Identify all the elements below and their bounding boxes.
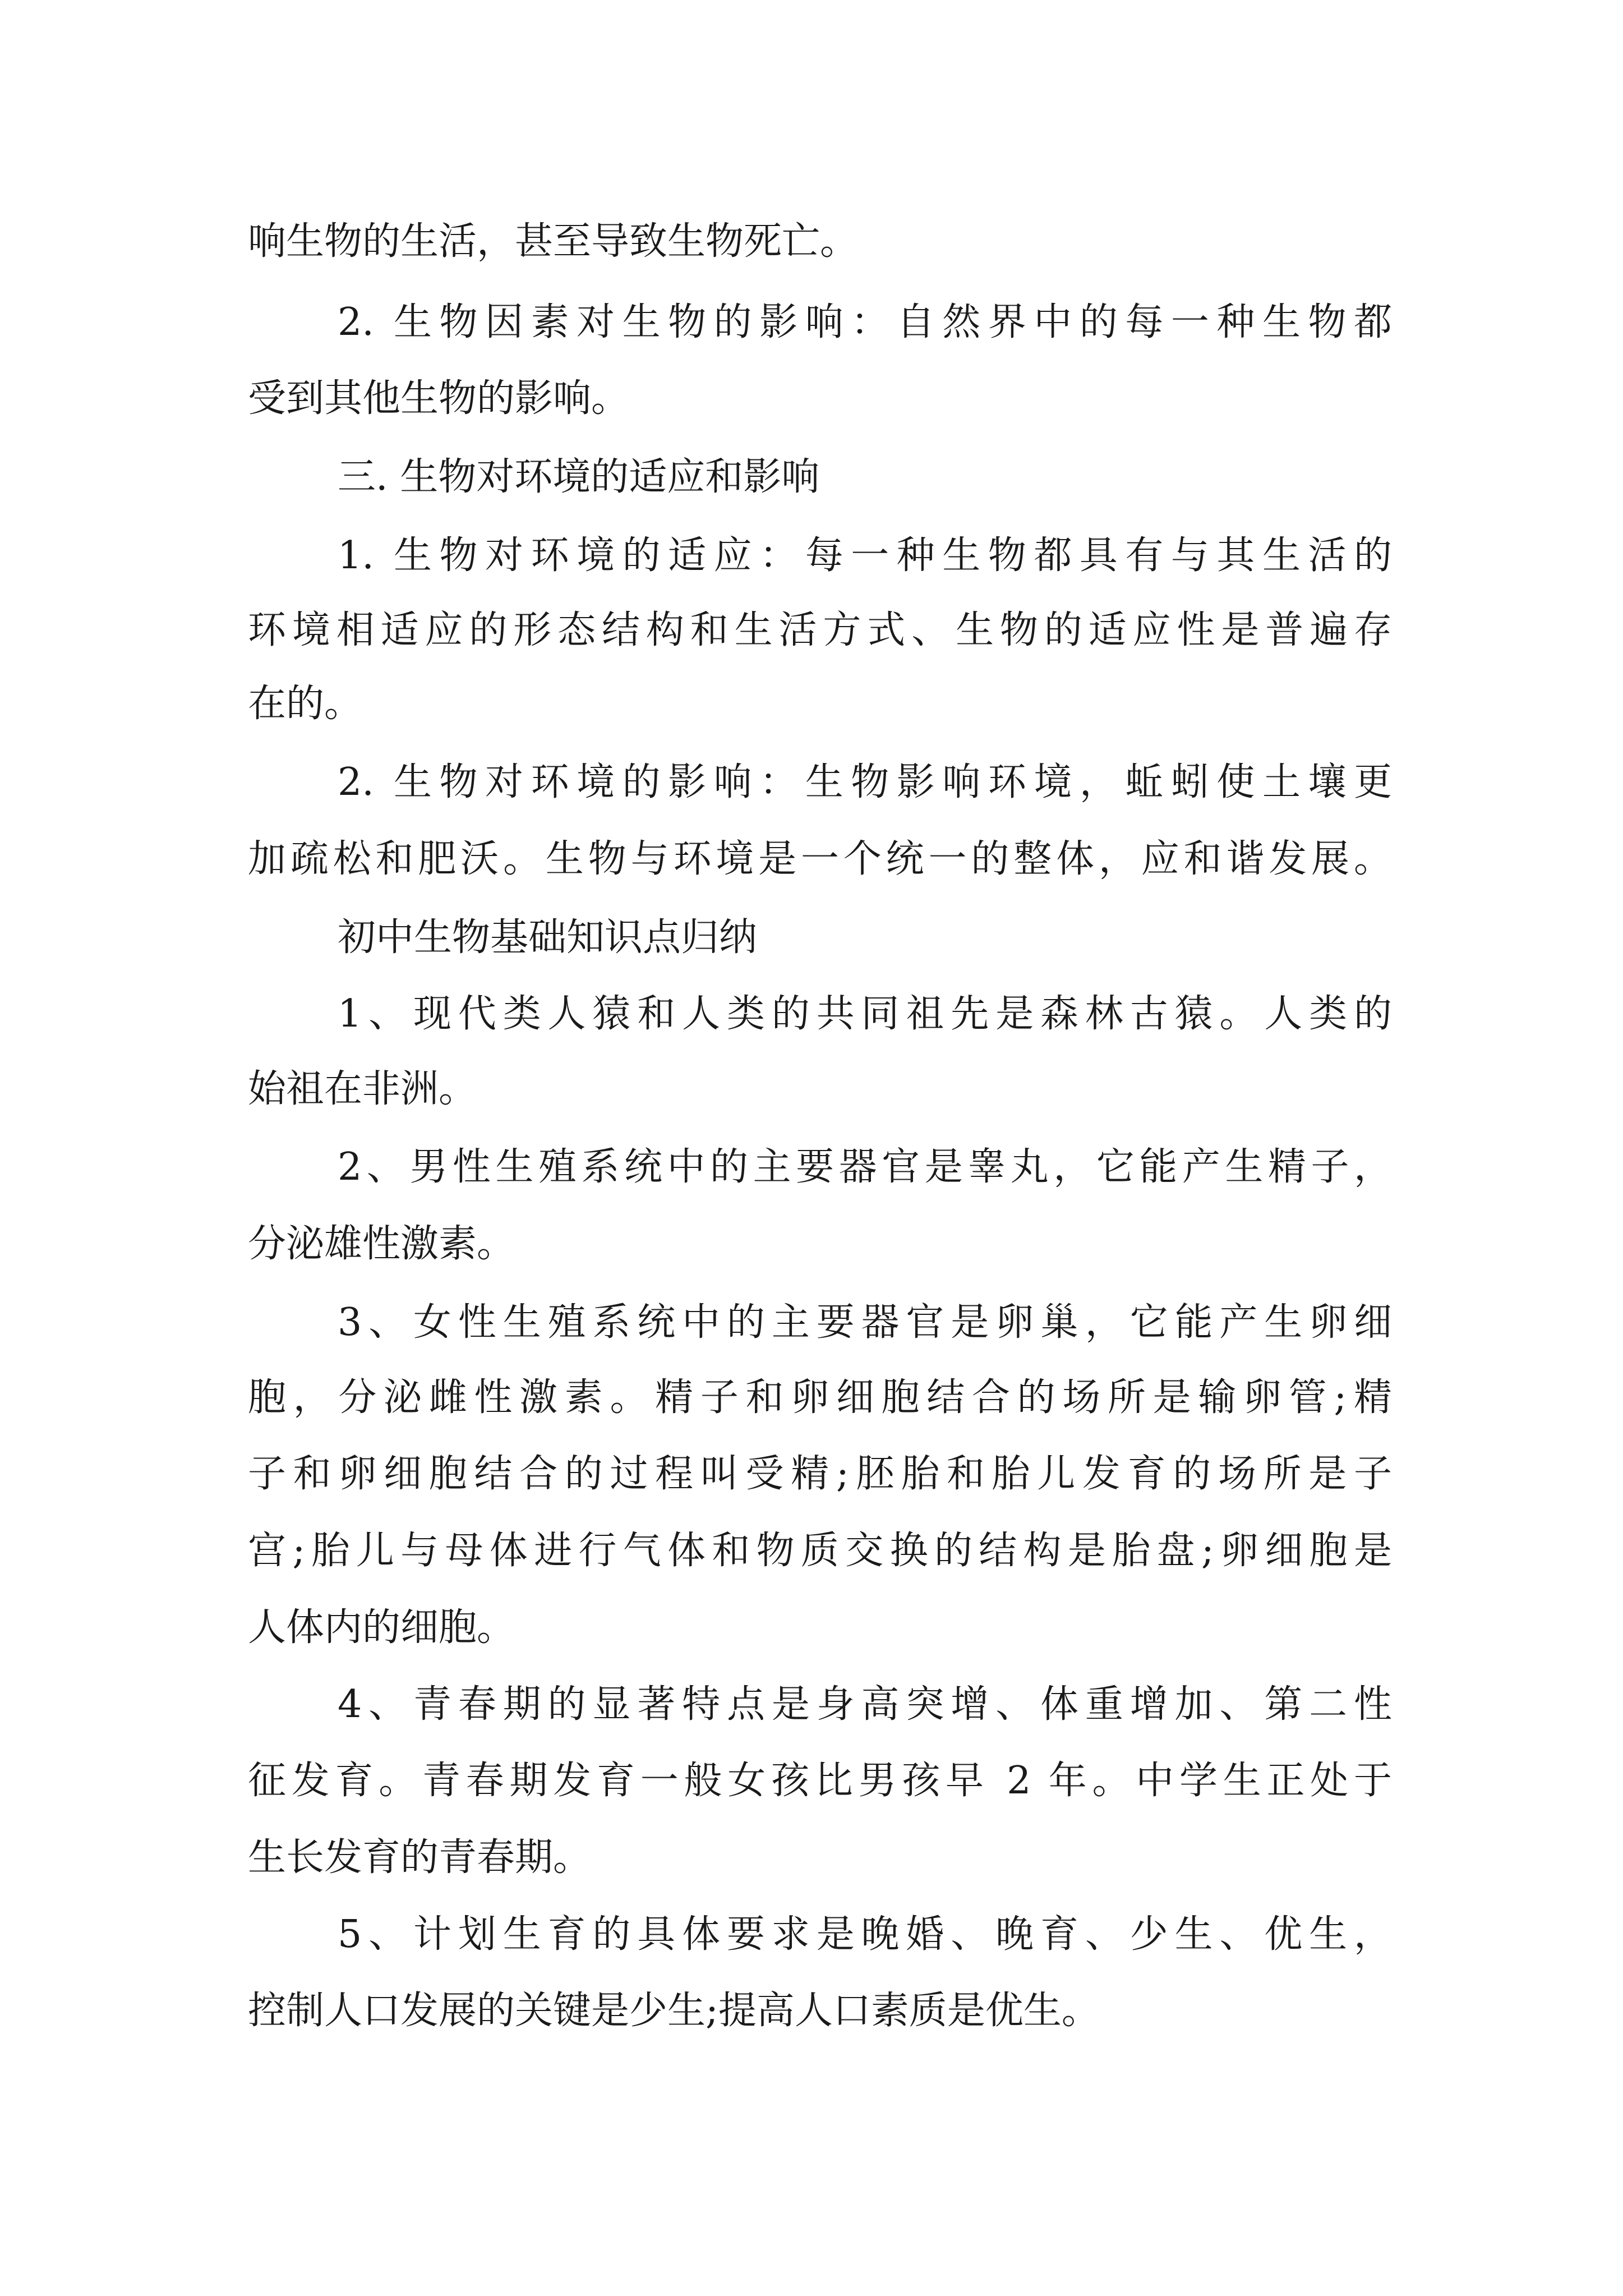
text-line: 控制人口发展的关键是少生;提高人口素质是优生。: [248, 1989, 1100, 2033]
text-line: 宫;胎儿与母体进行气体和物质交换的结构是胎盘;卵细胞是: [248, 1529, 1392, 1573]
text-line: 响生物的生活，甚至导致生物死亡。: [248, 219, 859, 264]
text-line: 征发育。青春期发育一般女孩比男孩早 2 年。中学生正处于: [248, 1759, 1392, 1803]
text-line: 分泌雄性激素。: [248, 1222, 515, 1266]
text-line: 2. 生物对环境的影响：生物影响环境，蚯蚓使土壤更: [338, 760, 1392, 804]
text-line: 环境相适应的形态结构和生活方式、生物的适应性是普遍存: [248, 608, 1392, 652]
text-line: 受到其他生物的影响。: [248, 376, 630, 421]
text-line: 5、计划生育的具体要求是晚婚、晚育、少生、优生，: [338, 1912, 1392, 1957]
text-line: 加疏松和肥沃。生物与环境是一个统一的整体，应和谐发展。: [248, 837, 1392, 881]
text-line: 1、现代类人猿和人类的共同祖先是森林古猿。人类的: [338, 992, 1392, 1036]
text-line: 胞，分泌雌性激素。精子和卵细胞结合的场所是输卵管;精: [248, 1375, 1392, 1420]
text-line: 在的。: [248, 682, 363, 726]
section-heading: 初中生物基础知识点归纳: [338, 915, 758, 960]
text-line: 2、男性生殖系统中的主要器官是睾丸，它能产生精子，: [338, 1145, 1392, 1189]
text-line: 2. 生物因素对生物的影响：自然界中的每一种生物都: [338, 300, 1392, 344]
text-line: 3、女性生殖系统中的主要器官是卵巢，它能产生卵细: [338, 1300, 1392, 1345]
text-line: 子和卵细胞结合的过程叫受精;胚胎和胎儿发育的场所是子: [248, 1452, 1392, 1496]
text-line: 4、青春期的显著特点是身高突增、体重增加、第二性: [338, 1682, 1392, 1727]
section-heading: 三. 生物对环境的适应和影响: [338, 455, 820, 499]
text-line: 生长发育的青春期。: [248, 1835, 592, 1880]
text-line: 1. 生物对环境的适应：每一种生物都具有与其生活的: [338, 533, 1392, 578]
text-line: 始祖在非洲。: [248, 1067, 477, 1111]
text-line: 人体内的细胞。: [248, 1605, 515, 1650]
